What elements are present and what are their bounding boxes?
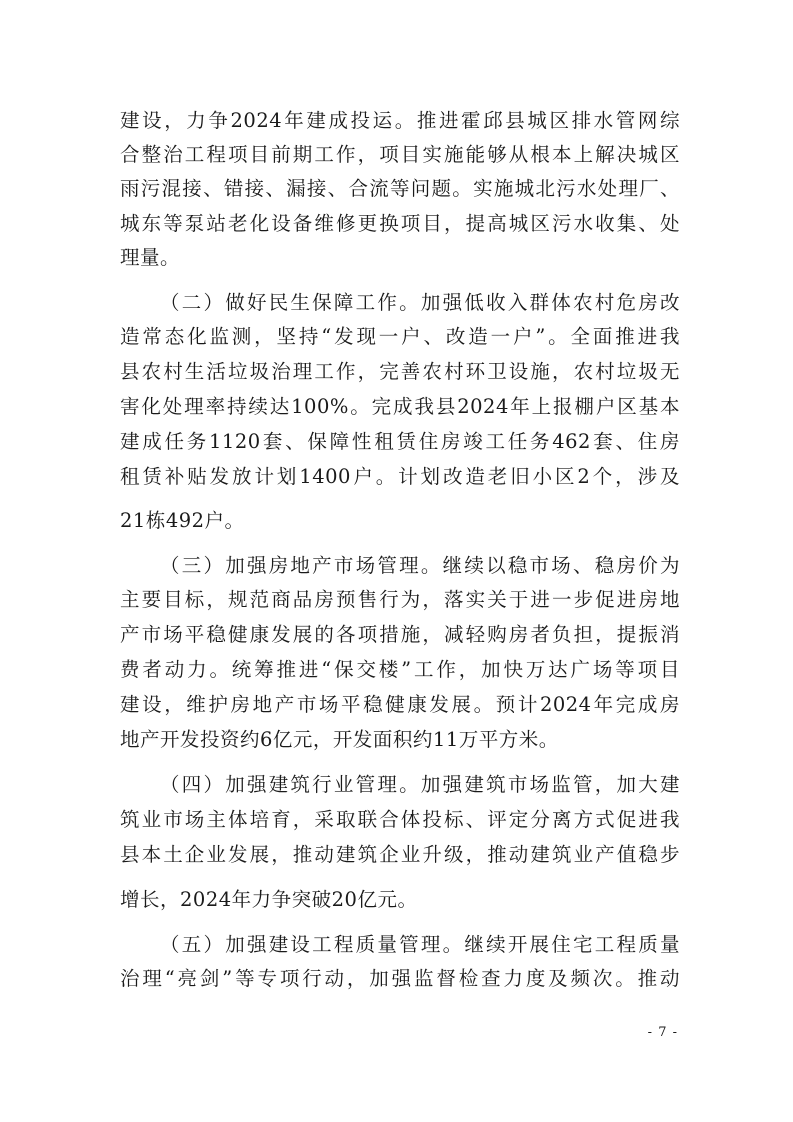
section-heading-line: （三）加强房地产市场管理。继续以稳市场、稳房价为 <box>160 554 680 577</box>
body-line: 租赁补贴发放计划1400户。计划改造老旧小区2个，涉及 <box>120 465 680 488</box>
body-line: 筑业市场主体培育，采取联合体投标、评定分离方式促进我 <box>120 808 680 831</box>
body-line: 地产开发投资约6亿元，开发面积约11万平方米。 <box>120 728 559 751</box>
body-line: 造常态化监测，坚持“发现一户、改造一户”。全面推进我 <box>120 325 680 348</box>
section-heading-line: （五）加强建设工程质量管理。继续开展住宅工程质量 <box>160 933 680 956</box>
body-line: 治理“亮剑”等专项行动，加强监督检查力度及频次。推动 <box>120 967 680 990</box>
body-line: 雨污混接、错接、漏接、合流等问题。实施城北污水处理厂、 <box>120 177 680 200</box>
body-line: 建成任务1120套、保障性租赁住房竣工任务462套、住房 <box>120 430 680 453</box>
body-line: 主要目标，规范商品房预售行为，落实关于进一步促进房地 <box>120 588 680 611</box>
body-line: 增长，2024年力争突破20亿元。 <box>120 888 418 911</box>
body-line: 产市场平稳健康发展的各项措施，减轻购房者负担，提振消 <box>120 623 680 646</box>
body-line: 县农村生活垃圾治理工作，完善农村环卫设施，农村垃圾无 <box>120 360 680 383</box>
body-line: 理量。 <box>120 246 181 269</box>
body-line: 合整治工程项目前期工作，项目实施能够从根本上解决城区 <box>120 143 680 166</box>
section-heading-line: （二）做好民生保障工作。加强低收入群体农村危房改 <box>160 291 680 314</box>
body-line: 害化处理率持续达100%。完成我县2024年上报棚户区基本 <box>120 395 680 418</box>
body-line: 21栋492户。 <box>120 509 245 532</box>
body-line: 建设，力争2024年建成投运。推进霍邱县城区排水管网综 <box>120 109 680 132</box>
body-line: 县本土企业发展，推动建筑企业升级，推动建筑业产值稳步 <box>120 843 680 866</box>
body-line: 费者动力。统筹推进“保交楼”工作，加快万达广场等项目 <box>120 658 680 681</box>
section-heading-line: （四）加强建筑行业管理。加强建筑市场监管，加大建 <box>160 773 680 796</box>
page-number: - 7 - <box>647 1025 678 1040</box>
body-line: 建设，维护房地产市场平稳健康发展。预计2024年完成房 <box>120 693 680 716</box>
body-line: 城东等泵站老化设备维修更换项目，提高城区污水收集、处 <box>120 212 680 235</box>
